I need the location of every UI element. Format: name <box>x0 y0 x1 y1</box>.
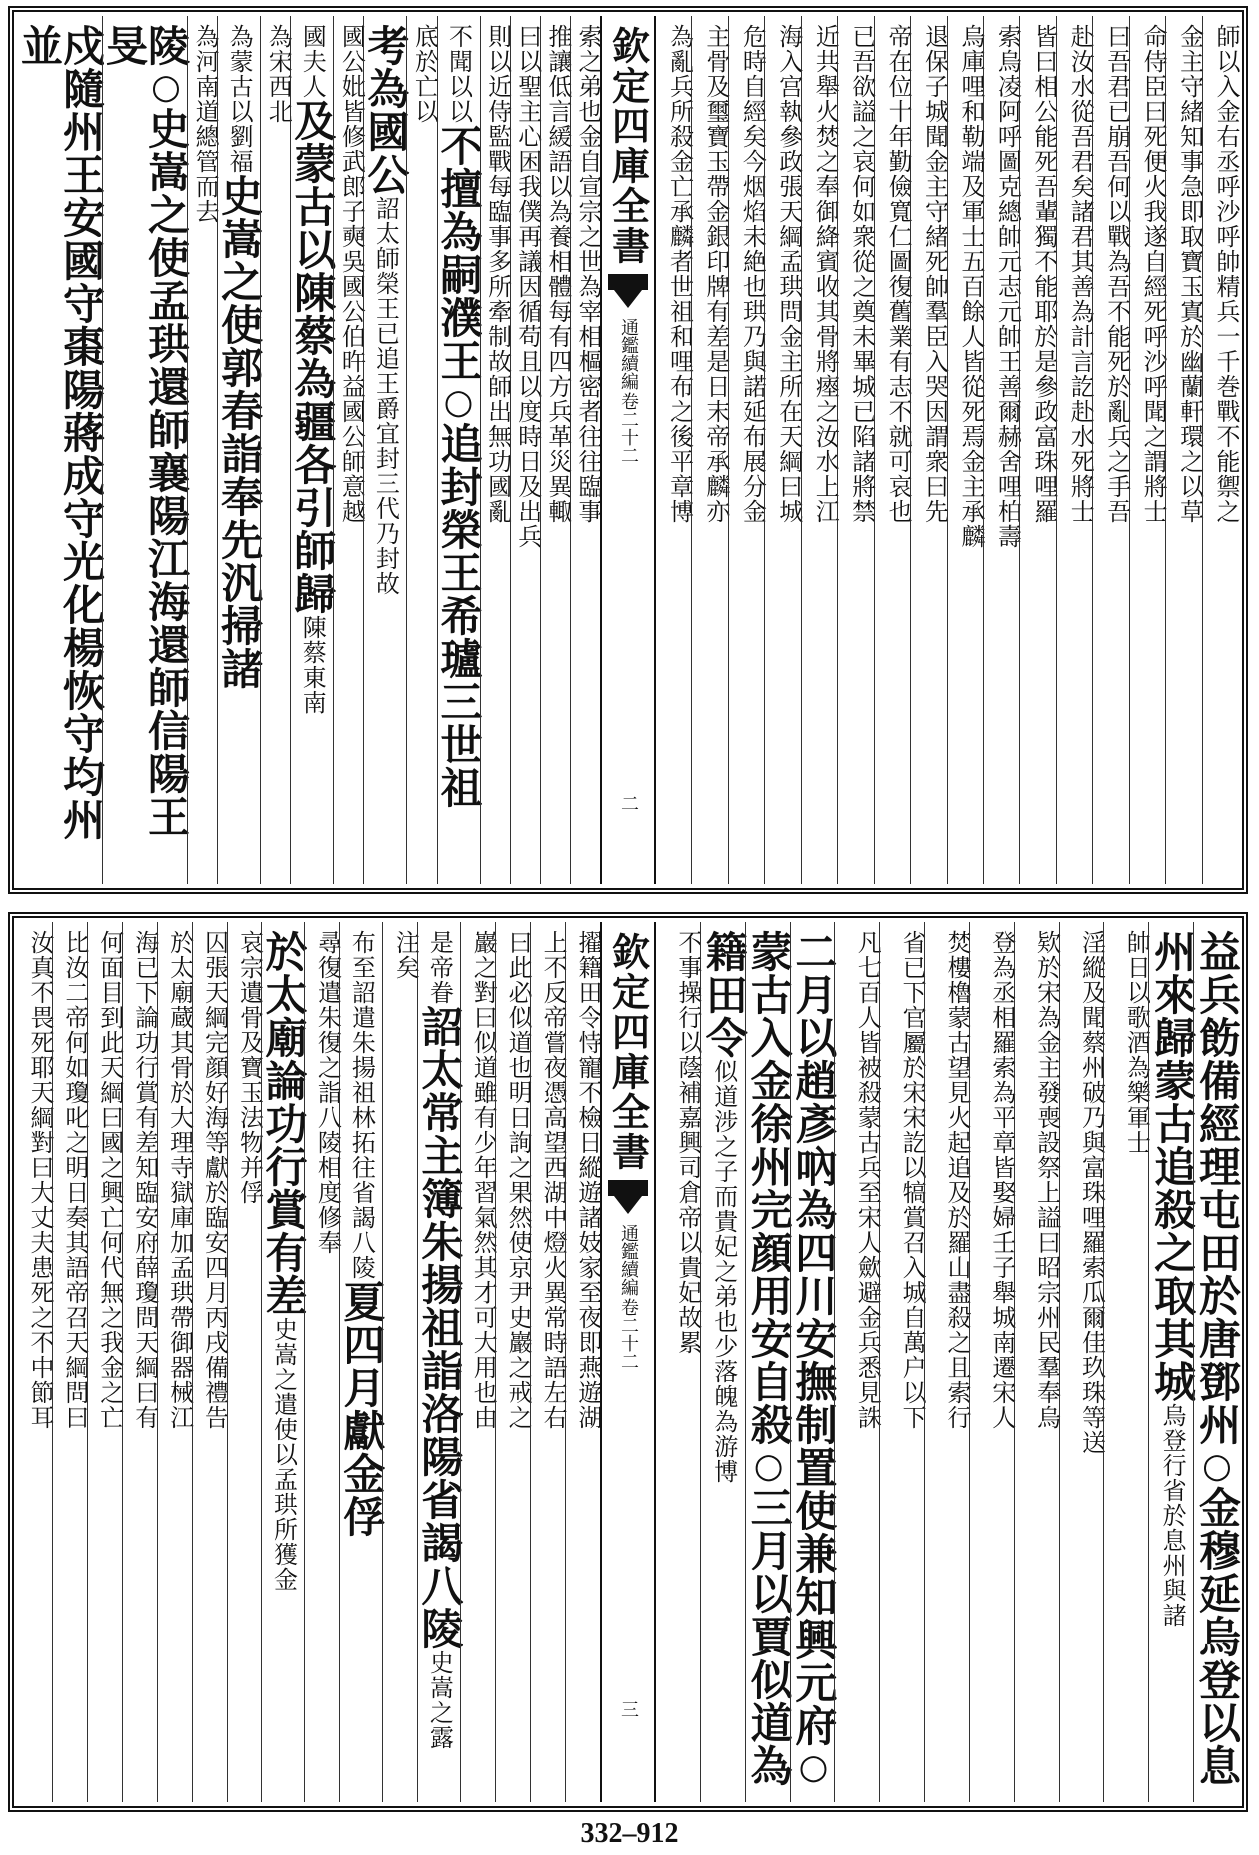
text-column <box>259 922 309 1802</box>
commentary-text: 命侍臣曰死便火我遂自經死呼沙呼聞之謂將士 <box>1139 24 1168 524</box>
commentary-text: 曰以聖主心困我僕再議因循苟且以度時日及出兵 <box>513 24 542 549</box>
main-text: 二月以趙彥吶為四川安撫制置使兼知興元府 <box>789 930 839 1747</box>
circle-separator: ○ <box>438 382 479 422</box>
circle-separator: ○ <box>793 1747 834 1787</box>
main-text: 蒙古入金徐州完顔用安自殺 <box>744 930 794 1446</box>
text-column <box>1129 16 1168 884</box>
lower-center-margin <box>600 922 656 1802</box>
commentary-text: 於太廟蔵其骨於大理寺獄庫加孟珙帶御器械江 <box>165 930 194 1430</box>
commentary-text: 為河南道總管而去 <box>191 24 220 224</box>
commentary-text: 為亂兵所殺金亡承麟者世祖和哩布之後平章博 <box>665 24 694 524</box>
fish-tail-mark-icon <box>608 274 648 310</box>
lower-page-frame <box>8 912 1248 1812</box>
text-column <box>1056 16 1095 884</box>
lower-right-text-block <box>656 922 1242 1802</box>
text-column <box>337 922 387 1802</box>
commentary-text: 淫縱及聞蔡州破乃與富珠哩羅索瓜爾佳玖珠等送 <box>1077 930 1106 1455</box>
upper-page-frame <box>8 6 1248 894</box>
text-column <box>1165 16 1204 884</box>
text-column <box>1148 922 1198 1802</box>
text-column <box>1059 922 1104 1802</box>
commentary-text: 帝在位十年勤儉寬仁圖復舊業有志不就可哀也 <box>884 24 913 524</box>
commentary-text: 近共舉火焚之奉御絳賓收其骨將瘞之汝水上江 <box>811 24 840 524</box>
text-column <box>18 922 52 1802</box>
commentary-text: 危時自經矣今烟焰未絶也珙乃與諾延布展分金 <box>738 24 767 524</box>
text-column <box>691 16 730 884</box>
circle-separator: ○ <box>1197 1446 1237 1486</box>
text-column <box>510 16 540 884</box>
upper-left-text-block <box>15 16 602 884</box>
text-column <box>947 16 983 884</box>
commentary-text: 索烏凌阿呼圖克總帥元志元帥王善爾赫舍哩柏壽 <box>993 24 1022 549</box>
text-column <box>288 16 338 884</box>
commentary-text: 焚樓櫓蒙古望見火起追及於羅山盡殺之且索行 <box>942 930 971 1430</box>
commentary-text: 烏庫哩和勒端及軍士五百餘人皆從死焉金主承麟 <box>956 24 985 549</box>
text-column <box>460 922 498 1802</box>
volume-label: 卷二十二 通鑑續編 <box>618 1224 639 1370</box>
text-column <box>361 16 411 884</box>
text-column <box>744 922 794 1802</box>
commentary-text: 師以入金右丞呼沙呼帥精兵一千巻戰不能禦之 <box>1212 24 1240 524</box>
commentary-text: 已吾欲謚之哀何如衆從之奠未畢城已陷諸將禁 <box>847 24 876 524</box>
text-column <box>122 922 157 1802</box>
text-column <box>834 922 882 1802</box>
main-text: 金穆延烏登以息 <box>1193 1486 1242 1787</box>
text-column <box>789 922 839 1802</box>
main-text: 追封榮王希瓐三世祖 <box>434 422 484 809</box>
text-column <box>924 922 969 1802</box>
commentary-text: 何面目到此天綱曰國之興亡何代無之我金之亡 <box>95 930 124 1430</box>
commentary-text: 凡七百人皆被殺蒙古兵至宋人歛避金兵悉見誅 <box>853 930 882 1430</box>
commentary-text: 省已下官屬於宋宋訖以犒賞召入城自萬户以下 <box>898 930 927 1430</box>
text-column <box>415 922 465 1802</box>
commentary-text: 索之弟也金自宣宗之世為宰相樞密者往往臨事 <box>574 24 602 524</box>
commentary-text: 修武郎子奭吳國公伯旿益國公師意越 <box>337 124 366 524</box>
text-column <box>1193 922 1242 1802</box>
text-column <box>434 16 484 884</box>
main-text: 戍隨州王安國守棗陽蔣成守光化楊恢守均州並 <box>15 24 106 841</box>
text-column <box>801 16 840 884</box>
text-column <box>764 16 803 884</box>
commentary-text: 海入宫執參政張天綱孟珙問金主所在天綱曰城 <box>774 24 803 524</box>
volume-label: 卷二十二 通鑑續編 <box>618 318 639 464</box>
text-column <box>100 16 191 884</box>
commentary-text: 囚張天綱完顔好海等獻於臨安四月丙戌備禮告 <box>200 930 229 1430</box>
main-text: 籍田令 <box>699 930 749 1059</box>
main-text: 三月以賈似道為 <box>744 1486 794 1787</box>
commentary-text: 比汝二帝何如瓊叱之明日奏其語帝召天綱問曰 <box>60 930 89 1430</box>
text-column <box>1019 16 1058 884</box>
book-title: 欽定四庫全書 <box>605 932 651 1172</box>
leaf-number: 二 <box>618 794 639 812</box>
commentary-text: 主骨及璽寶玉帶金銀印牌有差是日末帝承麟亦 <box>701 24 730 524</box>
commentary-text: 曰此必似道也明日詢之果然使京尹史巖之戒之 <box>504 930 533 1430</box>
commentary-text: 退保子城聞金主守緒死帥羣臣入哭因謂衆曰先 <box>920 24 949 524</box>
text-column <box>187 16 220 884</box>
text-column <box>565 922 600 1802</box>
commentary-text: 哀宗遺骨及寶玉法物并俘 <box>235 930 264 1205</box>
text-column <box>227 922 262 1802</box>
commentary-text: 為宋西北 <box>264 24 293 124</box>
commentary-text: 推讓低言緩語以為養相體每有四方兵革災異輙 <box>543 24 572 524</box>
text-column <box>52 922 87 1802</box>
text-column <box>480 16 510 884</box>
page-number: 332–912 <box>580 1818 679 1849</box>
text-column <box>157 922 192 1802</box>
commentary-text: 曰吾君已崩吾何以戰為吾不能死於亂兵之手吾 <box>1102 24 1131 524</box>
commentary-text: 赴汝水從吾君矣諸君其善為計言訖赴水死將士 <box>1066 24 1095 524</box>
fish-tail-mark-icon <box>608 1180 648 1216</box>
text-column <box>656 922 700 1802</box>
text-column <box>87 922 122 1802</box>
commentary-text: 登為丞相羅索為平章皆娶婦壬子舉城南遷宋人 <box>987 930 1016 1430</box>
commentary-text: 則以近侍監戰每臨事多所牽制故師出無功國亂 <box>483 24 512 524</box>
main-text: 陵 <box>142 24 191 67</box>
text-column <box>15 16 106 884</box>
commentary-text: 注矣 <box>391 930 420 980</box>
text-column <box>1103 922 1151 1802</box>
text-column <box>540 16 570 884</box>
commentary-text: 上不反帝嘗夜憑高望西湖中燈火異常時語左右 <box>539 930 568 1430</box>
commentary-text: 布至詔遣朱揚祖林拓往省謁八陵 <box>347 930 376 1280</box>
commentary-text: 汝真不畏死耶天綱對曰大丈夫患死之不中節耳 <box>25 930 54 1430</box>
text-column <box>879 922 927 1802</box>
text-column <box>304 922 342 1802</box>
text-column <box>406 16 439 884</box>
text-column <box>910 16 949 884</box>
commentary-text: 巖之對曰似道雖有少年習氣然其才可大用也由 <box>469 930 498 1430</box>
lower-left-text-block <box>18 922 600 1802</box>
commentary-text: 底於亡以 <box>410 24 439 124</box>
main-text: 州來歸蒙古追殺之取其城 <box>1148 930 1198 1403</box>
text-column <box>530 922 568 1802</box>
commentary-text: 陳蔡東南 <box>298 615 327 715</box>
text-column <box>495 922 533 1802</box>
commentary-text: 尋復遣朱復之詣八陵相度修奉 <box>313 930 342 1255</box>
text-column <box>969 922 1014 1802</box>
commentary-text: 是帝眷 <box>425 930 454 1005</box>
commentary-text: 海已下論功行賞有差知臨安府薛瓊問天綱曰有 <box>130 930 159 1430</box>
main-text: 史嵩之使郭春詣奉先汎掃諸 <box>215 174 265 690</box>
text-column <box>837 16 876 884</box>
text-column <box>382 922 420 1802</box>
commentary-text: 似道涉之子而貴妃之弟也少落魄為游博 <box>709 1059 738 1484</box>
upper-right-text-block <box>656 16 1238 884</box>
circle-separator: ○ <box>748 1446 789 1486</box>
text-column <box>656 16 694 884</box>
text-column <box>260 16 293 884</box>
main-text: 於太廟論功行賞有差 <box>259 930 309 1317</box>
leaf-number: 三 <box>618 1700 639 1718</box>
commentary-text: 國公妣皆 <box>337 24 366 124</box>
text-column <box>728 16 767 884</box>
commentary-text: 皆曰相公能死吾輩獨不能耶於是參政富珠哩羅 <box>1029 24 1058 524</box>
main-text: 不擅為嗣濮王 <box>434 124 484 382</box>
text-column <box>699 922 749 1802</box>
book-title: 欽定四庫全書 <box>605 26 651 266</box>
text-column <box>1202 16 1238 884</box>
commentary-text: 為蒙古以劉福 <box>225 24 254 174</box>
commentary-text: 國夫人 <box>298 24 327 99</box>
text-column <box>215 16 265 884</box>
commentary-text: 擢籍田令恃寵不檢日縱遊諸妓家至夜即燕遊湖 <box>574 930 602 1430</box>
circle-separator: ○ <box>146 67 186 107</box>
commentary-text: 欵於宋為金主發喪設祭上謚曰昭宗州民羣奉烏 <box>1032 930 1061 1430</box>
text-column <box>192 922 227 1802</box>
commentary-text: 烏登行省於息州與諸 <box>1158 1403 1187 1628</box>
text-column <box>874 16 913 884</box>
main-text: 及蒙古以陳蔡為疆各引師歸 <box>288 99 338 615</box>
upper-center-margin <box>600 16 656 884</box>
main-text: 史嵩之使孟珙還師襄陽江海還師信陽王旻 <box>100 24 191 838</box>
text-column <box>983 16 1022 884</box>
commentary-text: 不聞以以 <box>444 24 473 124</box>
commentary-text: 不事操行以蔭補嘉興司倉帝以貴妃故累 <box>673 930 702 1355</box>
commentary-text: 史嵩之遣使以孟珙所獲金 <box>269 1317 298 1592</box>
text-column <box>1014 922 1059 1802</box>
commentary-text: 帥日以歌酒為樂軍士 <box>1122 930 1151 1155</box>
main-text: 夏四月獻金俘 <box>337 1280 387 1538</box>
main-text: 詔太常主簿朱揚祖詣洛陽省謁八陵 <box>415 1005 465 1650</box>
main-text: 考為國公 <box>361 24 411 196</box>
commentary-text: 史嵩之露 <box>425 1650 454 1750</box>
text-column <box>333 16 366 884</box>
text-column <box>1092 16 1131 884</box>
text-column <box>570 16 600 884</box>
commentary-text: 金主守緒知事急即取寶玉寘於幽蘭軒環之以草 <box>1175 24 1204 524</box>
main-text: 益兵飭備經理屯田於唐鄧州 <box>1193 930 1242 1446</box>
commentary-text: 詔太師榮王已追王爵宜封三代乃封故 <box>371 196 400 596</box>
